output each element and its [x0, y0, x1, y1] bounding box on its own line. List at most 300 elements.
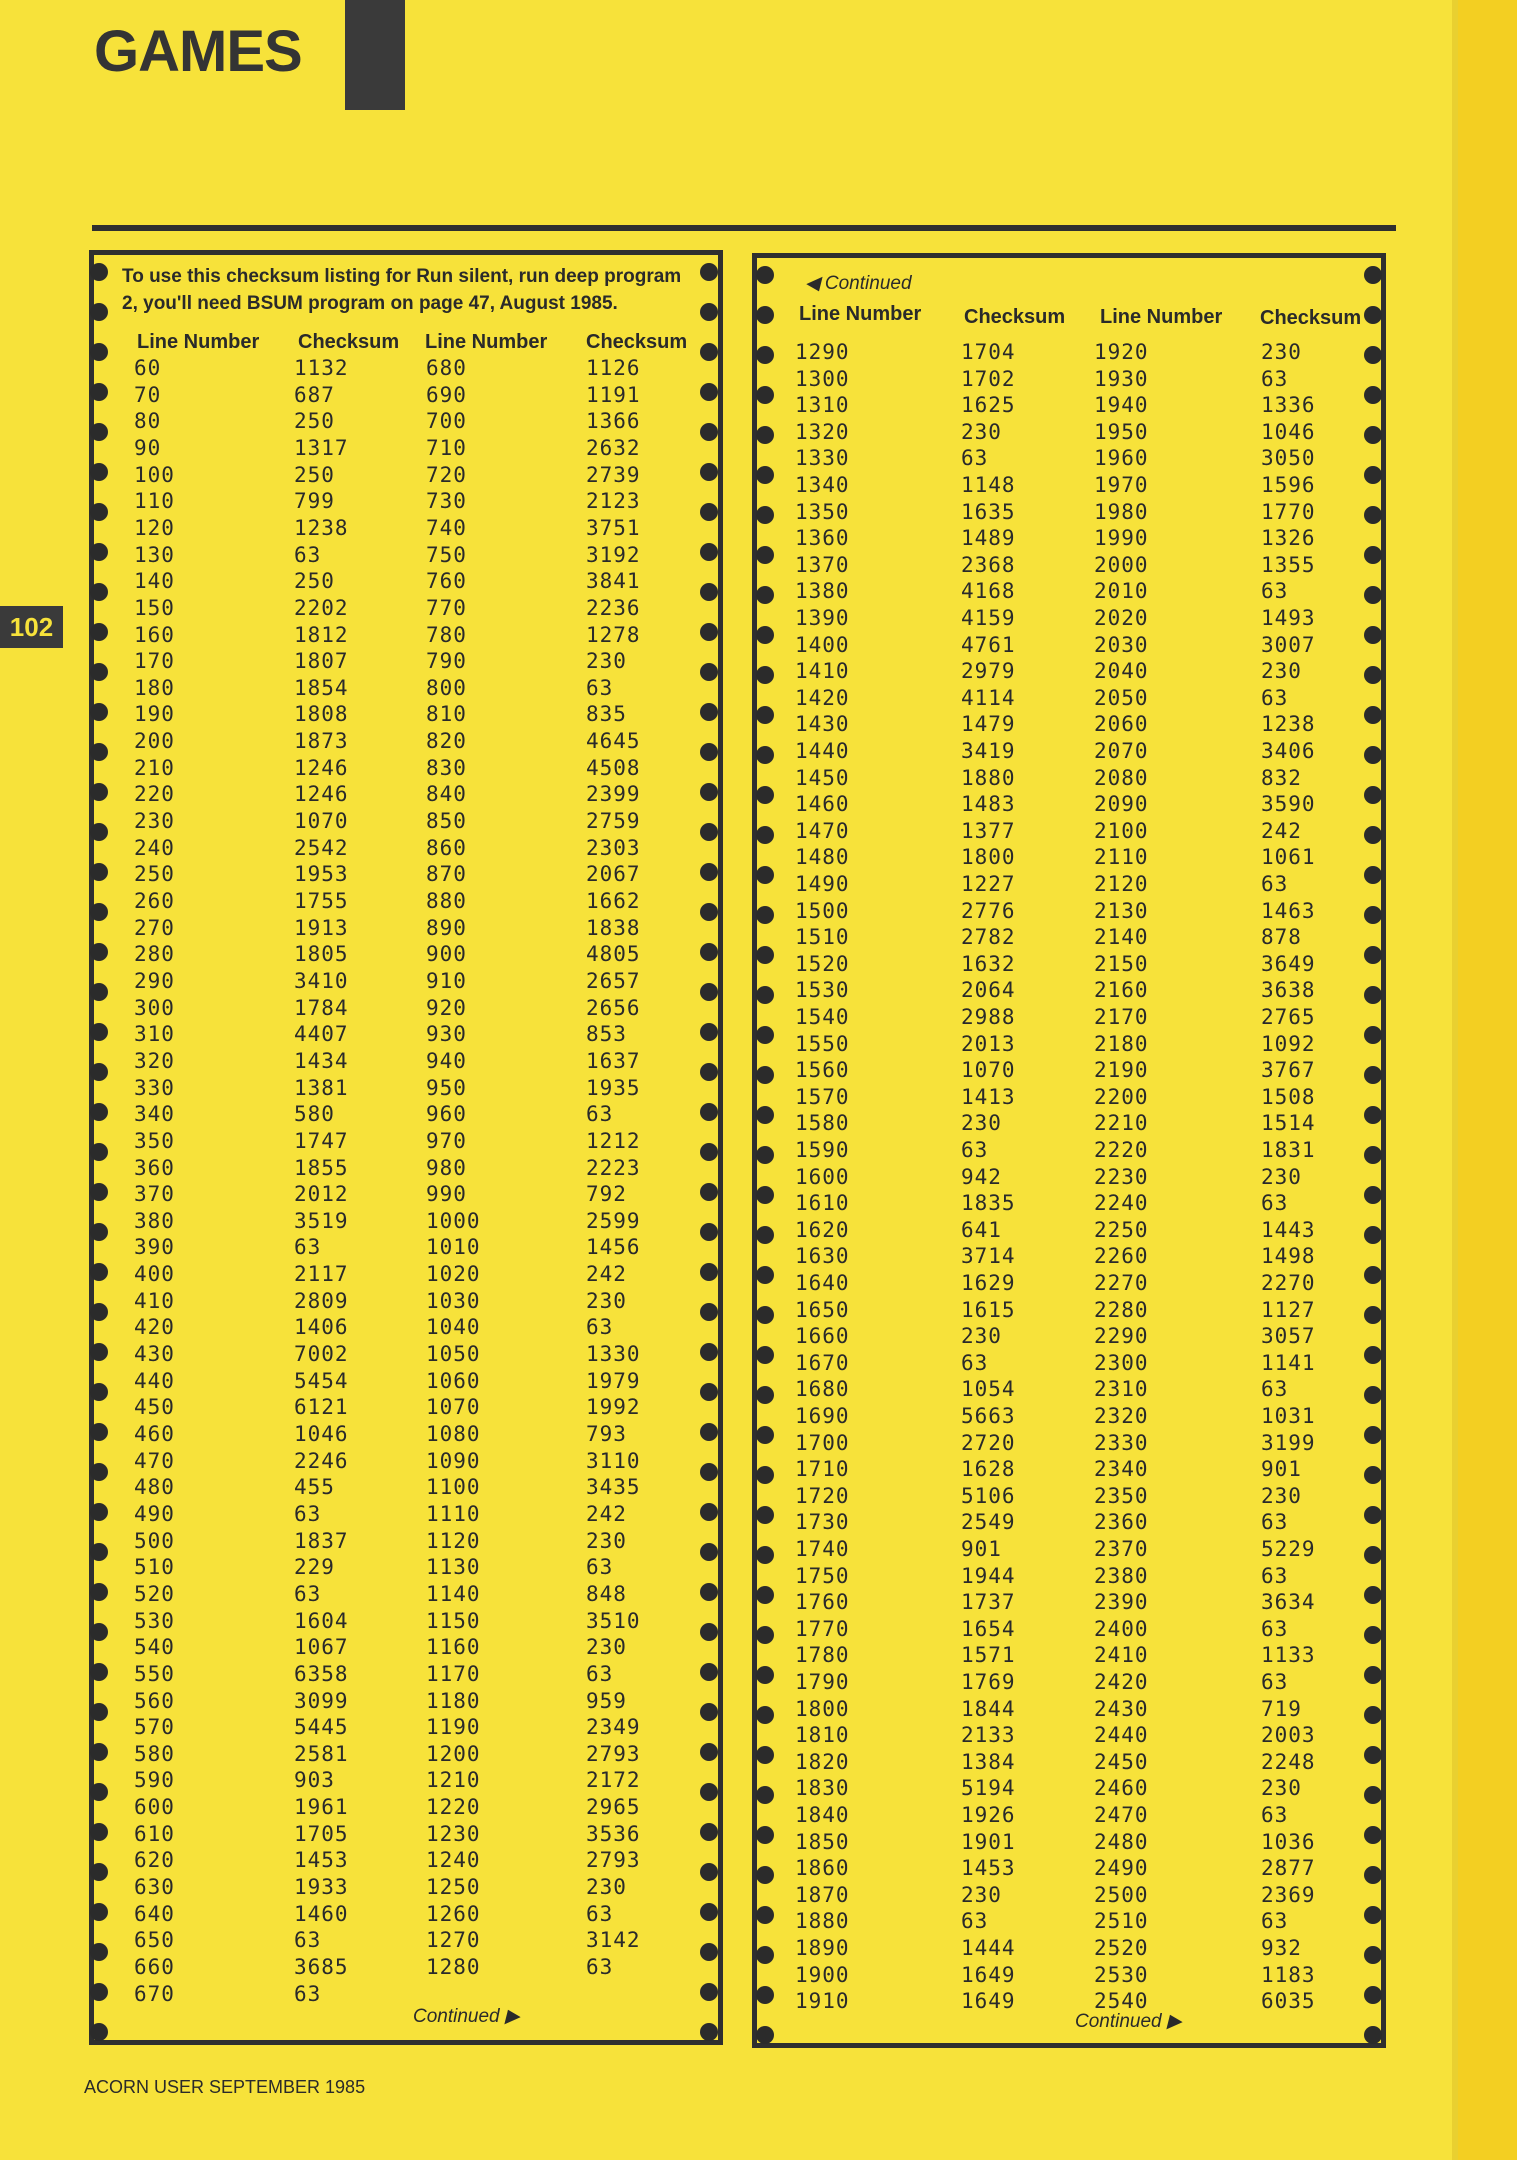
checksum-cell: 1913	[294, 915, 349, 940]
sprocket-hole	[700, 1503, 718, 1521]
checksum-cell: 6121	[294, 1395, 349, 1420]
checksum-cell: 63	[1261, 366, 1289, 391]
checksum-cell: 230	[1261, 1776, 1302, 1801]
line-number-cell: 1270	[426, 1928, 481, 1953]
sprocket-hole	[756, 1186, 774, 1204]
line-number-cell: 860	[426, 835, 467, 860]
line-number-cell: 1480	[795, 845, 850, 870]
checksum-cell: 2012	[294, 1182, 349, 1207]
line-number-cell: 2420	[1094, 1670, 1149, 1694]
checksum-cell: 2172	[586, 1768, 641, 1793]
sprocket-hole	[700, 1783, 718, 1801]
sprocket-hole	[90, 663, 108, 681]
checksum-cell: 63	[586, 1315, 614, 1340]
line-number-cell: 100	[134, 462, 175, 487]
sprocket-hole	[756, 1346, 774, 1364]
checksum-cell: 1992	[586, 1395, 641, 1420]
line-number-cell: 1670	[795, 1350, 850, 1375]
line-number-cell: 1360	[795, 526, 850, 551]
line-number-cell: 1970	[1094, 473, 1149, 497]
line-number-cell: 1060	[426, 1368, 481, 1393]
checksum-cell: 1054	[961, 1377, 1016, 1402]
sprocket-hole	[756, 866, 774, 884]
line-number-cell: 490	[134, 1501, 175, 1526]
checksum-cell: 1835	[961, 1191, 1016, 1216]
sprocket-hole	[756, 1226, 774, 1244]
checksum-cell: 2765	[1261, 1005, 1316, 1029]
checksum-cell: 2782	[961, 925, 1016, 950]
line-number-cell: 880	[426, 889, 467, 913]
sprocket-hole	[90, 2023, 108, 2041]
page-number: 102	[0, 606, 63, 648]
checksum-cell: 848	[586, 1581, 627, 1606]
checksum-cell: 1571	[961, 1643, 1016, 1668]
sprocket-hole	[756, 1626, 774, 1644]
line-number-cell: 2050	[1094, 685, 1149, 710]
line-number-cell: 1260	[426, 1901, 481, 1926]
line-number-cell: 1750	[795, 1563, 850, 1588]
line-number-cell: 240	[134, 835, 175, 860]
sprocket-hole	[1364, 906, 1382, 924]
line-number-cell: 1310	[795, 393, 850, 418]
line-number-cell: 220	[134, 782, 175, 807]
line-number-cell: 1820	[795, 1749, 850, 1774]
line-number-cell: 1210	[426, 1768, 481, 1793]
checksum-cell: 1434	[294, 1048, 349, 1073]
sprocket-hole	[756, 1706, 774, 1724]
line-number-cell: 1920	[1094, 340, 1149, 364]
checksum-panel-right	[752, 253, 1386, 2048]
line-number-cell: 1150	[426, 1608, 481, 1633]
checksum-cell: 2368	[961, 552, 1016, 577]
checksum-cell: 230	[586, 1528, 627, 1553]
footer-credit: ACORN USER SEPTEMBER 1985	[84, 2077, 366, 2097]
line-number-cell: 60	[134, 356, 162, 380]
line-number-cell: 2200	[1094, 1084, 1149, 1109]
sprocket-hole	[756, 306, 774, 324]
line-number-cell: 1860	[795, 1856, 850, 1881]
checksum-cell: 1413	[961, 1084, 1016, 1109]
line-number-cell: 2440	[1094, 1723, 1149, 1748]
sprocket-hole	[700, 903, 718, 921]
line-number-cell: 1600	[795, 1164, 850, 1189]
sprocket-hole	[1364, 1786, 1382, 1804]
line-number-cell: 740	[426, 515, 467, 540]
sprocket-hole	[1364, 946, 1382, 964]
checksum-cell: 63	[294, 1581, 322, 1606]
sprocket-hole	[90, 1503, 108, 1521]
line-number-cell: 1120	[426, 1528, 481, 1553]
checksum-cell: 1246	[294, 782, 349, 807]
sprocket-hole	[700, 383, 718, 401]
line-number-cell: 1990	[1094, 526, 1149, 551]
sprocket-hole	[756, 1146, 774, 1164]
sprocket-hole	[700, 943, 718, 961]
checksum-cell: 5663	[961, 1404, 1016, 1428]
sprocket-hole	[1364, 1706, 1382, 1724]
line-number-cell: 1380	[795, 579, 850, 604]
sprocket-hole	[1364, 1266, 1382, 1284]
checksum-cell: 1453	[294, 1848, 349, 1873]
checksum-cell: 2988	[961, 1005, 1016, 1029]
checksum-cell: 2133	[961, 1723, 1016, 1748]
line-number-cell: 1740	[795, 1537, 850, 1561]
line-number-cell: 720	[426, 462, 467, 487]
checksum-cell: 2877	[1261, 1856, 1316, 1881]
checksum-cell: 903	[294, 1768, 335, 1793]
checksum-cell: 1183	[1261, 1962, 1316, 1987]
line-number-cell: 350	[134, 1128, 175, 1153]
checksum-cell: 1061	[1261, 845, 1316, 870]
checksum-cell: 63	[961, 446, 989, 471]
sprocket-hole	[90, 1703, 108, 1721]
line-number-cell: 1890	[795, 1936, 850, 1960]
line-number-cell: 2280	[1094, 1297, 1149, 1322]
checksum-cell: 5106	[961, 1483, 1016, 1508]
checksum-cell: 1901	[961, 1829, 1016, 1854]
column-header-checksum: Checksum	[964, 306, 1066, 328]
checksum-cell: 1067	[294, 1635, 349, 1660]
checksum-cell: 1479	[961, 712, 1016, 737]
checksum-cell: 1769	[961, 1670, 1016, 1694]
line-number-cell: 160	[134, 622, 175, 647]
checksum-cell: 7002	[294, 1342, 349, 1367]
column-header-checksum: Checksum	[1260, 307, 1362, 329]
sprocket-hole	[700, 1023, 718, 1041]
checksum-cell: 5194	[961, 1776, 1016, 1801]
checksum-cell: 1625	[961, 393, 1016, 418]
checksum-cell: 2270	[1261, 1271, 1316, 1295]
line-number-cell: 2150	[1094, 951, 1149, 976]
line-number-cell: 840	[426, 782, 467, 807]
sprocket-hole	[90, 863, 108, 881]
line-number-cell: 530	[134, 1608, 175, 1633]
sprocket-hole	[756, 1666, 774, 1684]
sprocket-hole	[700, 1663, 718, 1681]
sprocket-hole	[1364, 306, 1382, 324]
checksum-cell: 3519	[294, 1208, 349, 1233]
continued-label: Continued ▶	[413, 2006, 520, 2027]
line-number-cell: 780	[426, 622, 467, 647]
checksum-cell: 1036	[1261, 1829, 1316, 1854]
line-number-cell: 850	[426, 809, 467, 834]
sprocket-hole	[1364, 1626, 1382, 1644]
line-number-cell: 1710	[795, 1457, 850, 1482]
sprocket-hole	[700, 1623, 718, 1641]
checksum-cell: 63	[586, 1102, 614, 1127]
line-number-cell: 970	[426, 1128, 467, 1153]
line-number-cell: 1000	[426, 1208, 481, 1233]
sprocket-hole	[700, 1423, 718, 1441]
checksum-cell: 1046	[294, 1422, 349, 1446]
sprocket-hole	[90, 1303, 108, 1321]
sprocket-hole	[756, 1386, 774, 1404]
line-number-cell: 1870	[795, 1882, 850, 1907]
checksum-cell: 1317	[294, 435, 349, 460]
sprocket-hole	[700, 1823, 718, 1841]
line-number-cell: 2270	[1094, 1271, 1149, 1295]
line-number-cell: 1180	[426, 1688, 481, 1713]
checksum-cell: 5229	[1261, 1537, 1316, 1561]
checksum-cell: 3649	[1261, 951, 1316, 976]
checksum-cell: 2236	[586, 595, 641, 620]
line-number-cell: 2530	[1094, 1962, 1149, 1987]
line-number-cell: 590	[134, 1768, 175, 1793]
line-number-cell: 620	[134, 1848, 175, 1873]
line-number-cell: 270	[134, 915, 175, 940]
checksum-cell: 63	[961, 1909, 989, 1934]
checksum-cell: 1629	[961, 1271, 1016, 1295]
column-header-line-number: Line Number	[137, 331, 260, 353]
checksum-cell: 2720	[961, 1430, 1016, 1455]
checksum-cell: 242	[586, 1262, 627, 1287]
line-number-cell: 710	[426, 435, 467, 460]
sprocket-hole	[700, 1343, 718, 1361]
sprocket-hole	[90, 1783, 108, 1801]
sprocket-hole	[756, 1306, 774, 1324]
sprocket-hole	[700, 2023, 718, 2041]
sprocket-hole	[756, 626, 774, 644]
checksum-cell: 1381	[294, 1075, 349, 1100]
facing-page-edge	[1458, 0, 1517, 2160]
checksum-cell: 1784	[294, 995, 349, 1020]
checksum-cell: 3751	[586, 515, 641, 540]
sprocket-hole	[700, 663, 718, 681]
checksum-cell: 580	[294, 1102, 335, 1127]
checksum-cell: 878	[1261, 925, 1302, 950]
checksum-cell: 832	[1261, 765, 1302, 790]
checksum-cell: 3634	[1261, 1590, 1316, 1615]
line-number-cell: 2390	[1094, 1590, 1149, 1615]
checksum-cell: 3057	[1261, 1324, 1316, 1349]
checksum-cell: 229	[294, 1555, 335, 1580]
checksum-cell: 1705	[294, 1821, 349, 1846]
checksum-cell: 3841	[586, 569, 641, 594]
checksum-cell: 63	[586, 675, 614, 700]
line-number-cell: 2110	[1094, 845, 1149, 870]
line-number-cell: 120	[134, 515, 175, 540]
line-number-cell: 600	[134, 1795, 175, 1820]
line-number-cell: 2210	[1094, 1111, 1149, 1136]
checksum-cell: 3536	[586, 1821, 641, 1846]
checksum-cell: 1246	[294, 755, 349, 780]
continued-from-label: ◀ Continued	[805, 273, 912, 294]
checksum-cell: 5454	[294, 1368, 349, 1393]
checksum-cell: 1070	[294, 809, 349, 834]
checksum-cell: 3685	[294, 1955, 349, 1979]
checksum-cell: 63	[1261, 1616, 1289, 1641]
line-number-cell: 330	[134, 1075, 175, 1100]
sprocket-hole	[756, 786, 774, 804]
line-number-cell: 2250	[1094, 1217, 1149, 1242]
line-number-cell: 900	[426, 942, 467, 967]
sprocket-hole	[1364, 666, 1382, 684]
line-number-cell: 460	[134, 1422, 175, 1446]
checksum-cell: 2369	[1261, 1882, 1316, 1907]
sprocket-hole	[1364, 346, 1382, 364]
checksum-cell: 1127	[1261, 1297, 1316, 1322]
sprocket-hole	[1364, 1466, 1382, 1484]
line-number-cell: 360	[134, 1155, 175, 1180]
line-number-cell: 2310	[1094, 1377, 1149, 1402]
checksum-cell: 250	[294, 569, 335, 594]
sprocket-hole	[1364, 1506, 1382, 1524]
line-number-cell: 400	[134, 1262, 175, 1287]
sprocket-hole	[756, 1586, 774, 1604]
line-number-cell: 2220	[1094, 1138, 1149, 1162]
sprocket-hole	[700, 1743, 718, 1761]
line-number-cell: 2140	[1094, 925, 1149, 950]
line-number-cell: 980	[426, 1155, 467, 1180]
line-number-cell: 870	[426, 862, 467, 887]
line-number-cell: 1940	[1094, 393, 1149, 418]
line-number-cell: 1570	[795, 1084, 850, 1109]
line-number-cell: 450	[134, 1395, 175, 1420]
checksum-cell: 1808	[294, 702, 349, 727]
line-number-cell: 1200	[426, 1741, 481, 1766]
line-number-cell: 130	[134, 542, 175, 567]
sprocket-hole	[756, 1986, 774, 2004]
checksum-cell: 1406	[294, 1315, 349, 1340]
line-number-cell: 1640	[795, 1271, 850, 1295]
checksum-cell: 63	[1261, 1909, 1289, 1934]
checksum-cell: 1238	[294, 515, 349, 540]
checksum-cell: 230	[961, 419, 1002, 444]
line-number-cell: 1080	[426, 1422, 481, 1446]
sprocket-hole	[756, 986, 774, 1004]
line-number-cell: 70	[134, 382, 162, 407]
line-number-cell: 1840	[795, 1803, 850, 1827]
line-number-cell: 1950	[1094, 419, 1149, 444]
checksum-cell: 1873	[294, 729, 349, 754]
checksum-cell: 3419	[961, 739, 1016, 763]
sprocket-hole	[700, 1223, 718, 1241]
checksum-cell: 230	[586, 649, 627, 674]
line-number-cell: 2360	[1094, 1510, 1149, 1535]
line-number-cell: 2340	[1094, 1457, 1149, 1482]
checksum-cell: 3142	[586, 1928, 641, 1953]
checksum-cell: 2549	[961, 1510, 1016, 1535]
right-sprocket-holes	[1364, 258, 1384, 2043]
checksum-cell: 1805	[294, 942, 349, 967]
sprocket-hole	[756, 1506, 774, 1524]
line-number-cell: 1690	[795, 1404, 850, 1428]
checksum-cell: 2013	[961, 1031, 1016, 1056]
checksum-cell: 2303	[586, 835, 641, 860]
checksum-cell: 1046	[1261, 419, 1316, 444]
sprocket-hole	[90, 1663, 108, 1681]
sprocket-hole	[756, 1906, 774, 1924]
checksum-cell: 1926	[961, 1803, 1016, 1827]
sprocket-hole	[90, 743, 108, 761]
sprocket-hole	[700, 1183, 718, 1201]
sprocket-hole	[700, 1703, 718, 1721]
line-number-cell: 1880	[795, 1909, 850, 1934]
checksum-cell: 6035	[1261, 1989, 1316, 2014]
checksum-cell: 641	[961, 1217, 1002, 1242]
checksum-cell: 63	[1261, 579, 1289, 604]
checksum-cell: 1489	[961, 526, 1016, 551]
line-number-cell: 2260	[1094, 1244, 1149, 1269]
sprocket-hole	[90, 1223, 108, 1241]
line-number-cell: 1470	[795, 818, 850, 843]
checksum-cell: 242	[586, 1501, 627, 1526]
line-number-cell: 1280	[426, 1955, 481, 1979]
line-number-cell: 500	[134, 1528, 175, 1553]
sprocket-hole	[90, 1743, 108, 1761]
line-number-cell: 1330	[795, 446, 850, 471]
checksum-cell: 63	[1261, 1191, 1289, 1216]
line-number-cell: 1850	[795, 1829, 850, 1854]
checksum-cell: 63	[961, 1138, 989, 1162]
checksum-cell: 3110	[586, 1448, 641, 1473]
line-number-cell: 790	[426, 649, 467, 674]
checksum-cell: 1933	[294, 1875, 349, 1900]
line-number-cell: 1350	[795, 499, 850, 524]
checksum-cell: 63	[294, 1928, 322, 1953]
sprocket-hole	[90, 1023, 108, 1041]
checksum-cell: 2246	[294, 1448, 349, 1473]
line-number-cell: 2160	[1094, 978, 1149, 1003]
sprocket-hole	[700, 1903, 718, 1921]
checksum-cell: 3767	[1261, 1058, 1316, 1083]
sprocket-hole	[700, 863, 718, 881]
line-number-cell: 810	[426, 702, 467, 727]
checksum-cell: 63	[294, 1235, 322, 1260]
line-number-cell: 1680	[795, 1377, 850, 1402]
sprocket-hole	[1364, 626, 1382, 644]
checksum-cell: 3435	[586, 1475, 641, 1500]
line-number-cell: 310	[134, 1022, 175, 1047]
sprocket-hole	[1364, 466, 1382, 484]
line-number-cell: 110	[134, 489, 175, 514]
checksum-cell: 3199	[1261, 1430, 1316, 1455]
checksum-cell: 1596	[1261, 473, 1316, 497]
checksum-cell: 687	[294, 382, 335, 407]
checksum-cell: 3510	[586, 1608, 641, 1633]
line-number-cell: 1460	[795, 792, 850, 817]
sprocket-hole	[756, 746, 774, 764]
sprocket-hole	[90, 463, 108, 481]
line-number-cell: 2330	[1094, 1430, 1149, 1455]
line-number-cell: 1650	[795, 1297, 850, 1322]
sprocket-hole	[1364, 1426, 1382, 1444]
checksum-cell: 4761	[961, 632, 1016, 657]
sprocket-hole	[1364, 826, 1382, 844]
checksum-cell: 1355	[1261, 552, 1316, 577]
line-number-cell: 1370	[795, 552, 850, 577]
line-number-cell: 340	[134, 1102, 175, 1127]
sprocket-hole	[756, 1826, 774, 1844]
line-number-cell: 2060	[1094, 712, 1149, 737]
line-number-cell: 1170	[426, 1661, 481, 1686]
checksum-cell: 63	[294, 542, 322, 567]
sprocket-hole	[1364, 1906, 1382, 1924]
sprocket-hole	[756, 346, 774, 364]
checksum-cell: 1227	[961, 872, 1016, 896]
line-number-cell: 2380	[1094, 1563, 1149, 1588]
checksum-cell: 1855	[294, 1155, 349, 1180]
checksum-cell: 932	[1261, 1936, 1302, 1960]
line-number-cell: 1450	[795, 765, 850, 790]
sprocket-hole	[1364, 1066, 1382, 1084]
checksum-cell: 2793	[586, 1848, 641, 1873]
line-number-cell: 1800	[795, 1696, 850, 1721]
sprocket-hole	[756, 946, 774, 964]
line-number-cell: 1660	[795, 1324, 850, 1349]
left-sprocket-holes	[90, 255, 110, 2040]
line-number-cell: 990	[426, 1182, 467, 1207]
